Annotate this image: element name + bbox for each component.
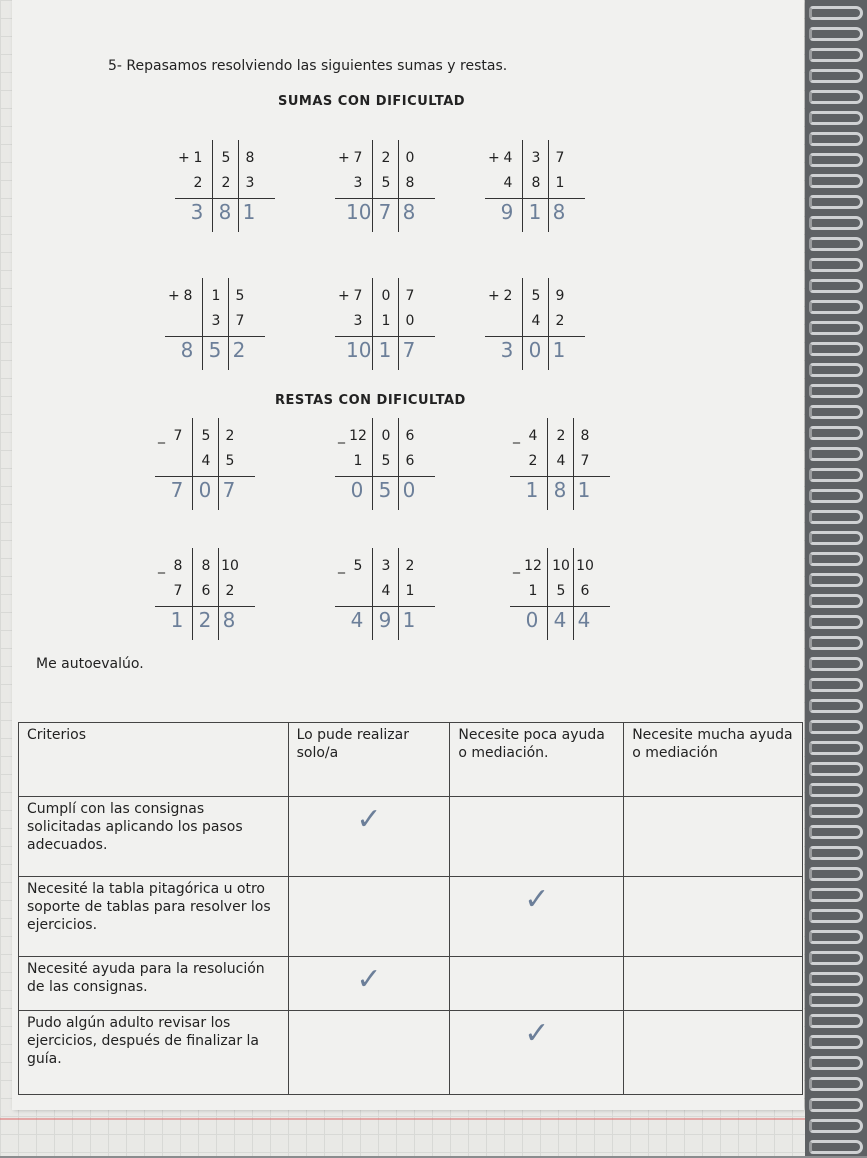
- spiral-ring: [809, 195, 863, 209]
- sum-line: [155, 606, 255, 607]
- digit: 1: [193, 150, 203, 166]
- table-row: [19, 797, 803, 877]
- answer-digit: 8: [553, 478, 567, 502]
- answer-digit: 7: [378, 200, 392, 224]
- spiral-ring: [809, 951, 863, 965]
- spiral-ring: [809, 993, 863, 1007]
- operator-sign: +: [178, 150, 190, 166]
- digit: 5: [381, 175, 391, 191]
- notebook-margin-line: [0, 1118, 805, 1158]
- spiral-ring: [809, 216, 863, 230]
- check-mark: [288, 877, 450, 957]
- digit: 7: [353, 150, 363, 166]
- check-mark: [624, 1011, 803, 1095]
- answer-digit: 7: [402, 338, 416, 362]
- digit: 5: [235, 288, 245, 304]
- spiral-ring: [809, 1056, 863, 1070]
- spiral-ring: [809, 90, 863, 104]
- column-divider: [192, 548, 193, 640]
- digit: 7: [173, 583, 183, 599]
- spiral-ring: [809, 636, 863, 650]
- column-divider: [238, 140, 239, 232]
- table-row: [19, 877, 803, 957]
- operator-sign: _: [158, 558, 165, 574]
- answer-digit: 7: [170, 478, 184, 502]
- column-divider: [573, 548, 574, 640]
- spiral-ring: [809, 363, 863, 377]
- digit: 2: [556, 428, 566, 444]
- digit: 10: [576, 558, 594, 574]
- digit: 1: [353, 453, 363, 469]
- digit: 0: [381, 288, 391, 304]
- sum-line: [335, 476, 435, 477]
- spiral-ring: [809, 573, 863, 587]
- digit: 8: [183, 288, 193, 304]
- spiral-ring: [809, 342, 863, 356]
- column-divider: [573, 418, 574, 510]
- answer-digit: 8: [218, 200, 232, 224]
- suma-problem: [480, 278, 590, 362]
- operator-sign: _: [338, 428, 345, 444]
- instruction-text: 5- Repasamos resolviendo las siguientes sumas y restas.: [108, 58, 508, 74]
- check-mark: [288, 1011, 450, 1095]
- criterio-cell: Pudo algún adulto revisar los ejercicios, después de finalizar la guía.: [19, 1011, 289, 1095]
- answer-digit: 1: [525, 478, 539, 502]
- digit: 12: [349, 428, 367, 444]
- answer-digit: 7: [222, 478, 236, 502]
- digit: 5: [556, 583, 566, 599]
- restas-title: RESTAS CON DIFICULTAD: [275, 393, 466, 408]
- spiral-ring: [809, 300, 863, 314]
- digit: 2: [225, 428, 235, 444]
- answer-digit: 2: [198, 608, 212, 632]
- resta-problem: [330, 418, 440, 502]
- answer-digit: 4: [577, 608, 591, 632]
- column-divider: [398, 548, 399, 640]
- operator-sign: +: [338, 288, 350, 304]
- answer-digit: 0: [528, 338, 542, 362]
- answer-digit: 4: [553, 608, 567, 632]
- suma-problem: [330, 278, 440, 362]
- digit: 4: [381, 583, 391, 599]
- digit: 6: [580, 583, 590, 599]
- spiral-ring: [809, 741, 863, 755]
- header-mucha-ayuda: Necesite mucha ayuda o mediación: [624, 723, 803, 797]
- answer-digit: 10: [346, 200, 372, 224]
- answer-digit: 8: [552, 200, 566, 224]
- column-divider: [398, 418, 399, 510]
- spiral-ring: [809, 279, 863, 293]
- spiral-ring: [809, 720, 863, 734]
- spiral-ring: [809, 1140, 863, 1154]
- digit: 3: [353, 175, 363, 191]
- sum-line: [155, 476, 255, 477]
- digit: 7: [173, 428, 183, 444]
- spiral-binding: [805, 0, 867, 1156]
- column-divider: [192, 418, 193, 510]
- digit: 2: [193, 175, 203, 191]
- spiral-ring: [809, 804, 863, 818]
- digit: 3: [531, 150, 541, 166]
- digit: 8: [531, 175, 541, 191]
- column-divider: [212, 140, 213, 232]
- header-criterios: Criterios: [19, 723, 289, 797]
- digit: 9: [555, 288, 565, 304]
- suma-problem: [170, 140, 280, 224]
- answer-digit: 1: [170, 608, 184, 632]
- digit: 3: [211, 313, 221, 329]
- spiral-ring: [809, 426, 863, 440]
- spiral-ring: [809, 1119, 863, 1133]
- digit: 4: [503, 150, 513, 166]
- header-poca-ayuda: Necesite poca ayuda o mediación.: [450, 723, 624, 797]
- digit: 12: [524, 558, 542, 574]
- answer-digit: 1: [242, 200, 256, 224]
- answer-digit: 3: [190, 200, 204, 224]
- column-divider: [372, 418, 373, 510]
- answer-digit: 1: [402, 608, 416, 632]
- sum-line: [510, 606, 610, 607]
- check-mark: ✓: [288, 957, 450, 1011]
- digit: 4: [503, 175, 513, 191]
- digit: 7: [405, 288, 415, 304]
- digit: 2: [221, 175, 231, 191]
- digit: 7: [353, 288, 363, 304]
- spiral-ring: [809, 972, 863, 986]
- answer-digit: 8: [402, 200, 416, 224]
- check-mark: [624, 797, 803, 877]
- digit: 0: [405, 313, 415, 329]
- column-divider: [547, 418, 548, 510]
- answer-digit: 5: [208, 338, 222, 362]
- answer-digit: 1: [577, 478, 591, 502]
- spiral-ring: [809, 405, 863, 419]
- column-divider: [547, 548, 548, 640]
- operator-sign: +: [488, 288, 500, 304]
- digit: 6: [201, 583, 211, 599]
- digit: 0: [405, 150, 415, 166]
- digit: 2: [225, 583, 235, 599]
- suma-problem: [330, 140, 440, 224]
- digit: 0: [381, 428, 391, 444]
- answer-digit: 0: [198, 478, 212, 502]
- spiral-ring: [809, 447, 863, 461]
- resta-problem: [505, 548, 615, 632]
- sum-line: [175, 198, 275, 199]
- digit: 7: [555, 150, 565, 166]
- digit: 4: [556, 453, 566, 469]
- resta-problem: [150, 548, 260, 632]
- suma-problem: [160, 278, 270, 362]
- answer-digit: 4: [350, 608, 364, 632]
- column-divider: [218, 418, 219, 510]
- spiral-ring: [809, 468, 863, 482]
- digit: 1: [405, 583, 415, 599]
- digit: 4: [201, 453, 211, 469]
- check-mark: [624, 877, 803, 957]
- spiral-ring: [809, 69, 863, 83]
- spiral-ring: [809, 909, 863, 923]
- column-divider: [522, 278, 523, 370]
- self-eval-title: Me autoevalúo.: [36, 656, 144, 672]
- spiral-ring: [809, 615, 863, 629]
- spiral-ring: [809, 594, 863, 608]
- resta-problem: [505, 418, 615, 502]
- header-solo: Lo pude realizar solo/a: [288, 723, 450, 797]
- spiral-ring: [809, 132, 863, 146]
- column-divider: [522, 140, 523, 232]
- spiral-ring: [809, 1098, 863, 1112]
- spiral-ring: [809, 384, 863, 398]
- operator-sign: _: [158, 428, 165, 444]
- spiral-ring: [809, 237, 863, 251]
- column-divider: [398, 140, 399, 232]
- digit: 10: [552, 558, 570, 574]
- digit: 2: [405, 558, 415, 574]
- criterio-cell: Necesité ayuda para la resolución de las consignas.: [19, 957, 289, 1011]
- answer-digit: 9: [500, 200, 514, 224]
- answer-digit: 1: [528, 200, 542, 224]
- spiral-ring: [809, 1077, 863, 1091]
- spiral-ring: [809, 321, 863, 335]
- spiral-ring: [809, 867, 863, 881]
- sum-line: [165, 336, 265, 337]
- criterio-cell: Cumplí con las consignas solicitadas aplicando los pasos adecuados.: [19, 797, 289, 877]
- sum-line: [335, 336, 435, 337]
- digit: 1: [555, 175, 565, 191]
- self-eval-table: [18, 722, 803, 1095]
- column-divider: [398, 278, 399, 370]
- spiral-ring: [809, 888, 863, 902]
- column-divider: [228, 278, 229, 370]
- table-header-row: [19, 723, 803, 797]
- digit: 2: [528, 453, 538, 469]
- digit: 1: [381, 313, 391, 329]
- digit: 8: [173, 558, 183, 574]
- check-mark: [624, 957, 803, 1011]
- digit: 4: [528, 428, 538, 444]
- spiral-ring: [809, 825, 863, 839]
- operator-sign: +: [488, 150, 500, 166]
- digit: 3: [381, 558, 391, 574]
- operator-sign: +: [338, 150, 350, 166]
- digit: 1: [528, 583, 538, 599]
- answer-digit: 8: [180, 338, 194, 362]
- sum-line: [335, 606, 435, 607]
- digit: 6: [405, 428, 415, 444]
- digit: 5: [353, 558, 363, 574]
- answer-digit: 0: [525, 608, 539, 632]
- column-divider: [372, 278, 373, 370]
- column-divider: [202, 278, 203, 370]
- resta-problem: [330, 548, 440, 632]
- digit: 2: [503, 288, 513, 304]
- digit: 8: [580, 428, 590, 444]
- check-mark: ✓: [450, 877, 624, 957]
- answer-digit: 5: [378, 478, 392, 502]
- spiral-ring: [809, 930, 863, 944]
- digit: 4: [531, 313, 541, 329]
- check-mark: [450, 797, 624, 877]
- digit: 7: [235, 313, 245, 329]
- column-divider: [548, 140, 549, 232]
- sum-line: [335, 198, 435, 199]
- spiral-ring: [809, 510, 863, 524]
- spiral-ring: [809, 762, 863, 776]
- spiral-ring: [809, 657, 863, 671]
- spiral-ring: [809, 6, 863, 20]
- operator-sign: _: [338, 558, 345, 574]
- spiral-ring: [809, 153, 863, 167]
- spiral-ring: [809, 699, 863, 713]
- spiral-ring: [809, 846, 863, 860]
- digit: 2: [381, 150, 391, 166]
- answer-digit: 3: [500, 338, 514, 362]
- digit: 8: [201, 558, 211, 574]
- criterio-cell: Necesité la tabla pitagórica u otro soporte de tablas para resolver los ejercicios.: [19, 877, 289, 957]
- spiral-ring: [809, 111, 863, 125]
- operator-sign: _: [513, 428, 520, 444]
- check-mark: [450, 957, 624, 1011]
- resta-problem: [150, 418, 260, 502]
- digit: 5: [381, 453, 391, 469]
- column-divider: [218, 548, 219, 640]
- answer-digit: 0: [402, 478, 416, 502]
- answer-digit: 10: [346, 338, 372, 362]
- table-row: [19, 957, 803, 1011]
- sum-line: [485, 336, 585, 337]
- sum-line: [510, 476, 610, 477]
- sum-line: [485, 198, 585, 199]
- spiral-ring: [809, 1035, 863, 1049]
- answer-digit: 2: [232, 338, 246, 362]
- digit: 8: [405, 175, 415, 191]
- spiral-ring: [809, 1014, 863, 1028]
- answer-digit: 1: [378, 338, 392, 362]
- digit: 8: [245, 150, 255, 166]
- digit: 5: [531, 288, 541, 304]
- check-mark: ✓: [450, 1011, 624, 1095]
- answer-digit: 0: [350, 478, 364, 502]
- spiral-ring: [809, 27, 863, 41]
- spiral-ring: [809, 174, 863, 188]
- digit: 10: [221, 558, 239, 574]
- spiral-ring: [809, 258, 863, 272]
- spiral-ring: [809, 783, 863, 797]
- answer-digit: 8: [222, 608, 236, 632]
- operator-sign: _: [513, 558, 520, 574]
- table-row: [19, 1011, 803, 1095]
- spiral-ring: [809, 48, 863, 62]
- spiral-ring: [809, 531, 863, 545]
- column-divider: [372, 548, 373, 640]
- column-divider: [548, 278, 549, 370]
- digit: 6: [405, 453, 415, 469]
- check-mark: ✓: [288, 797, 450, 877]
- spiral-ring: [809, 552, 863, 566]
- digit: 2: [555, 313, 565, 329]
- digit: 5: [225, 453, 235, 469]
- digit: 1: [211, 288, 221, 304]
- suma-problem: [480, 140, 590, 224]
- column-divider: [372, 140, 373, 232]
- operator-sign: +: [168, 288, 180, 304]
- sumas-title: SUMAS CON DIFICULTAD: [278, 94, 466, 109]
- spiral-ring: [809, 489, 863, 503]
- answer-digit: 1: [552, 338, 566, 362]
- digit: 7: [580, 453, 590, 469]
- digit: 5: [221, 150, 231, 166]
- spiral-ring: [809, 678, 863, 692]
- digit: 5: [201, 428, 211, 444]
- answer-digit: 9: [378, 608, 392, 632]
- digit: 3: [353, 313, 363, 329]
- digit: 3: [245, 175, 255, 191]
